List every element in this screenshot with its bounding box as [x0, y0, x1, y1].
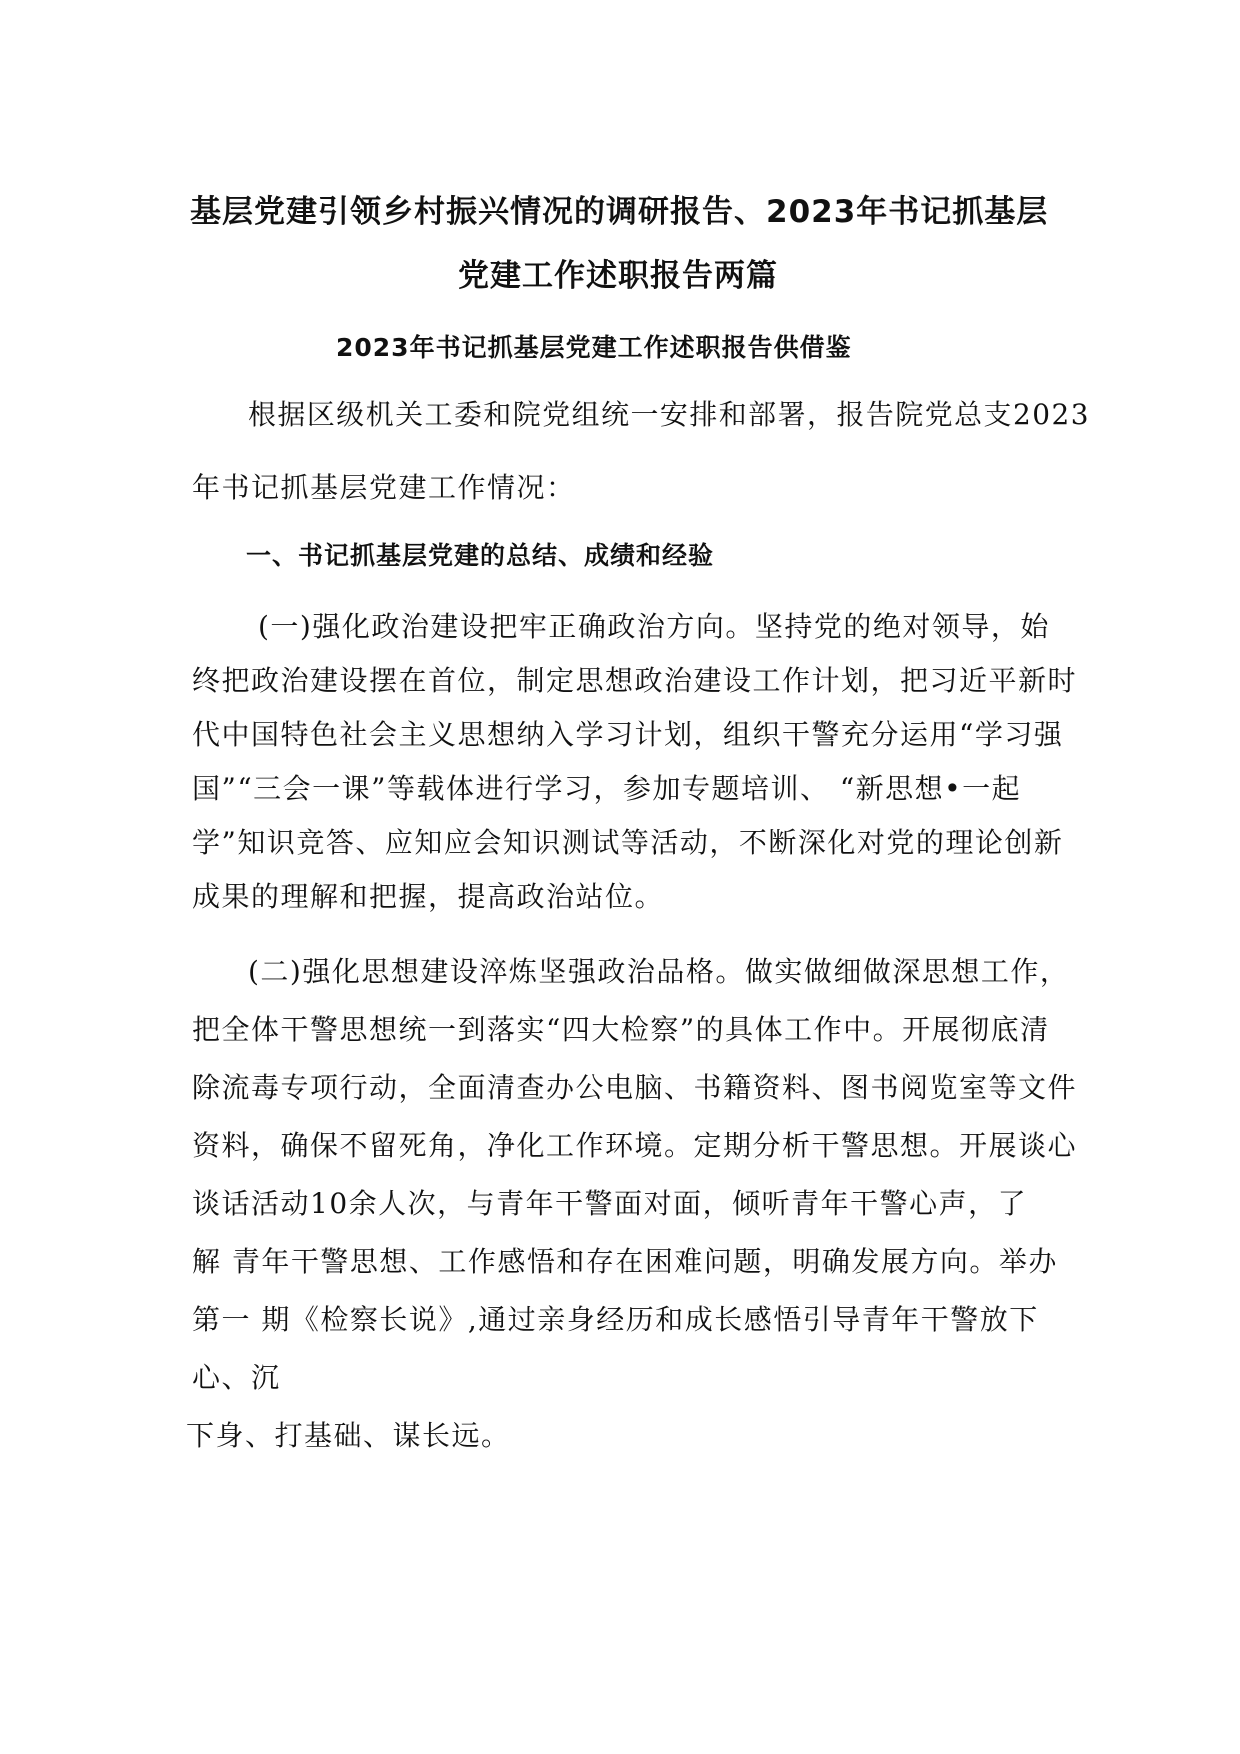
- para2-line-4: 资料，确保不留死角，净化工作环境。定期分析干警思想。开展谈心: [192, 1129, 1078, 1162]
- para2-line-3: 除流毒专项行动，全面清查办公电脑、书籍资料、图书阅览室等文件: [192, 1071, 1078, 1104]
- para2-line-1: (二)强化思想建设淬炼坚强政治品格。做实做细做深思想工作，: [248, 955, 1070, 988]
- para1-line-5: 学”知识竞答、应知应会知识测试等活动，不断深化对党的理论创新: [192, 826, 1064, 859]
- document-title-line-1: 基层党建引领乡村振兴情况的调研报告、2023年书记抓基层: [190, 194, 1049, 230]
- para2-line-6: 解 青年干警思想、工作感悟和存在困难问题，明确发展方向。举办: [192, 1245, 1058, 1278]
- para1-line-1: (一)强化政治建设把牢正确政治方向。坚持党的绝对领导，始: [258, 610, 1050, 643]
- para1-line-4: 国”“三会一课”等载体进行学习，参加专题培训、 “新思想•一起: [192, 772, 1022, 805]
- document-title-line-2: 党建工作述职报告两篇: [458, 258, 778, 294]
- para2-line-2: 把全体干警思想统一到落实“四大检察”的具体工作中。开展彻底清: [192, 1013, 1050, 1046]
- intro-line-2: 年书记抓基层党建工作情况：: [192, 471, 576, 504]
- para2-line-5: 谈话活动10余人次，与青年干警面对面，倾听青年干警心声，了: [192, 1187, 1028, 1220]
- para1-line-3: 代中国特色社会主义思想纳入学习计划，组织干警充分运用“学习强: [192, 718, 1064, 751]
- para1-line-2: 终把政治建设摆在首位，制定思想政治建设工作计划，把习近平新时: [192, 664, 1078, 697]
- para1-line-6: 成果的理解和把握，提高政治站位。: [192, 880, 665, 913]
- para2-line-8: 心、沉: [192, 1361, 281, 1394]
- section-heading: 一、书记抓基层党建的总结、成绩和经验: [246, 541, 715, 570]
- para2-line-9: 下身、打基础、谋长远。: [186, 1419, 511, 1452]
- para2-line-7: 第一 期《检察长说》,通过亲身经历和成长感悟引导青年干警放下: [192, 1303, 1039, 1336]
- intro-line-1: 根据区级机关工委和院党组统一安排和部署，报告院党总支2023: [248, 398, 1091, 431]
- document-subtitle: 2023年书记抓基层党建工作述职报告供借鉴: [336, 333, 852, 362]
